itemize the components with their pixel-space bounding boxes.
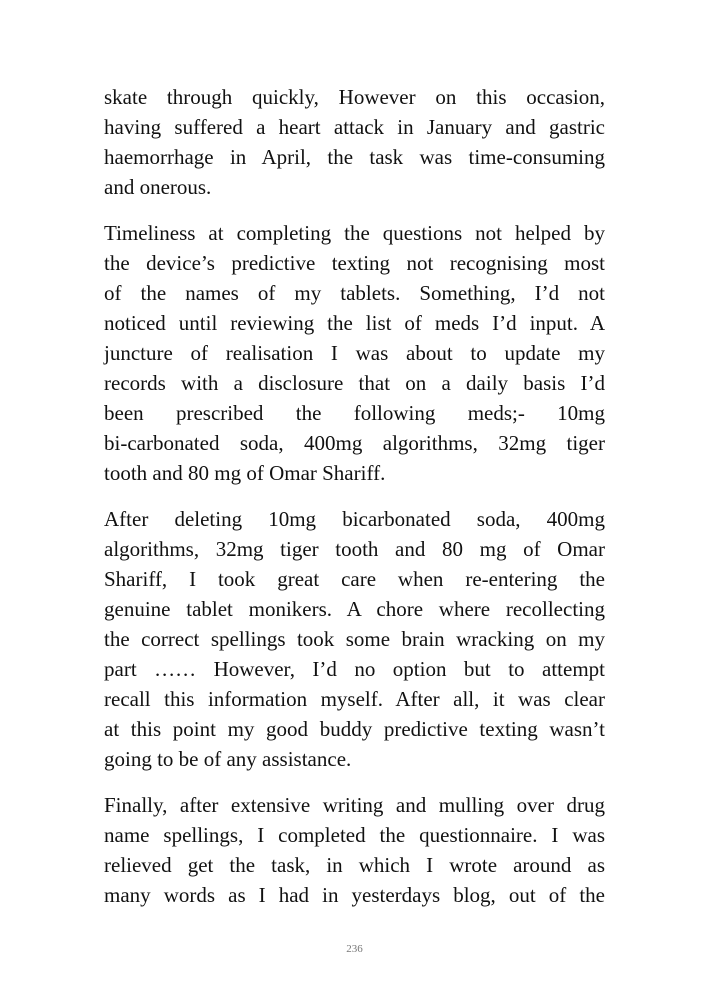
text-line: at this point my good buddy predictive texting wasn’t <box>104 717 605 741</box>
text-line: records with a disclosure that on a daily basis I’d <box>104 371 605 395</box>
text-line: Shariff, I took great care when re-entering the <box>104 567 605 591</box>
text-line: After deleting 10mg bicarbonated soda, 400mg <box>104 507 605 531</box>
text-line: haemorrhage in April, the task was time-consuming <box>104 145 605 169</box>
paragraph-1 <box>104 82 605 202</box>
text-line: and onerous. <box>104 175 212 199</box>
paragraph-3 <box>104 504 605 774</box>
text-line: skate through quickly, However on this occasion, <box>104 85 605 109</box>
text-line: bi-carbonated soda, 400mg algorithms, 32mg tiger <box>104 431 605 455</box>
text-line: part …… However, I’d no option but to attempt <box>104 657 605 681</box>
text-line: noticed until reviewing the list of meds I’d input. A <box>104 311 605 335</box>
page-number: 236 <box>346 943 363 955</box>
text-line: been prescribed the following meds;- 10mg <box>104 401 605 425</box>
text-line: the correct spellings took some brain wracking on my <box>104 627 605 651</box>
text-line: relieved get the task, in which I wrote around as <box>104 853 605 877</box>
paragraph-2 <box>104 218 605 488</box>
text-line: having suffered a heart attack in January and gastric <box>104 115 605 139</box>
text-line: Finally, after extensive writing and mulling over drug <box>104 793 605 817</box>
text-line: juncture of realisation I was about to update my <box>104 341 605 365</box>
text-line: genuine tablet monikers. A chore where recollecting <box>104 597 605 621</box>
text-line: Timeliness at completing the questions not helped by <box>104 221 605 245</box>
text-line: recall this information myself. After all, it was clear <box>104 687 605 711</box>
text-line: of the names of my tablets. Something, I’d not <box>104 281 605 305</box>
text-line: the device’s predictive texting not recognising most <box>104 251 605 275</box>
text-line: many words as I had in yesterdays blog, out of the <box>104 883 605 907</box>
text-line: name spellings, I completed the questionnaire. I was <box>104 823 605 847</box>
text-line: going to be of any assistance. <box>104 747 352 771</box>
text-line: algorithms, 32mg tiger tooth and 80 mg of Omar <box>104 537 605 561</box>
body-text <box>104 82 605 926</box>
paragraph-4 <box>104 790 605 910</box>
text-line: tooth and 80 mg of Omar Shariff. <box>104 461 386 485</box>
